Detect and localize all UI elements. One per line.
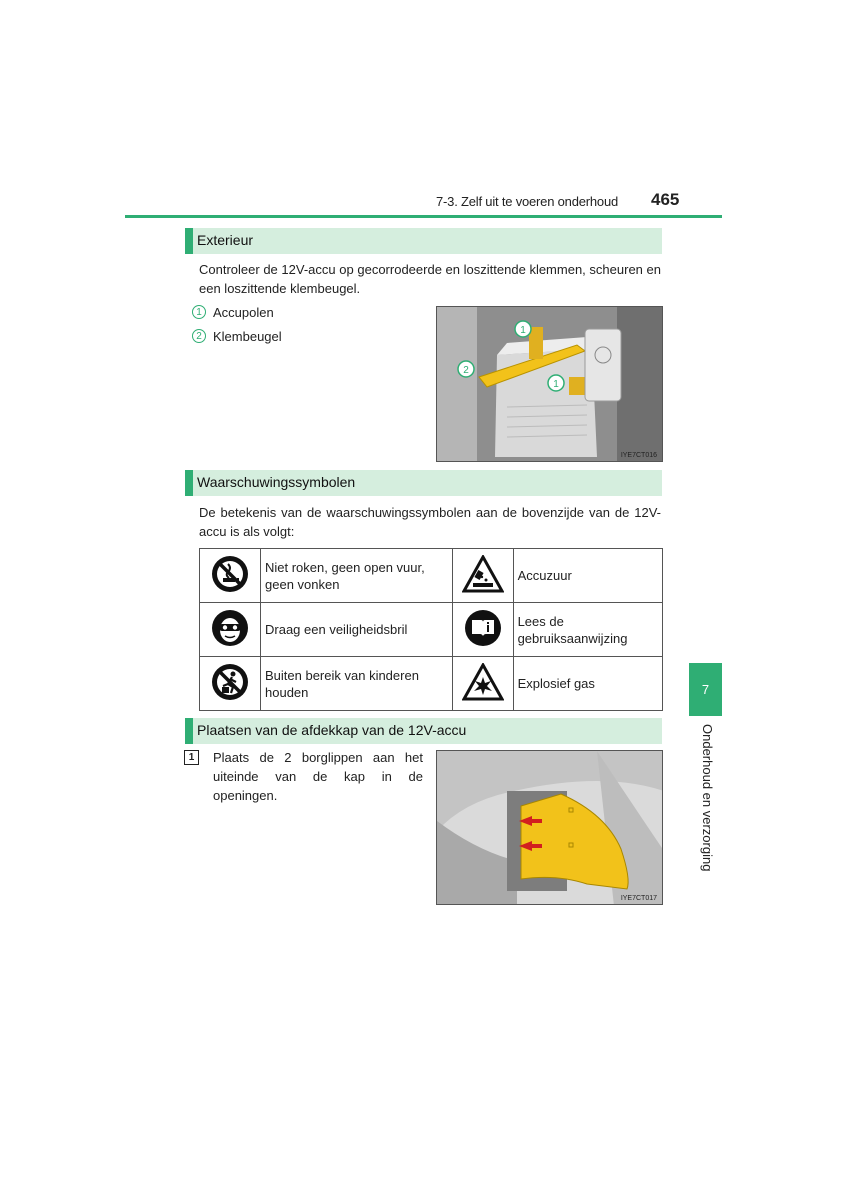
section-heading-text: Waarschuwingssymbolen [197, 474, 356, 490]
table-cell: Accuzuur [513, 549, 662, 603]
warning-paragraph: De betekenis van de waarschuwingssymbolen aan de bovenzijde van de 12V-accu is als volgt: [199, 505, 661, 539]
svg-text:1: 1 [520, 325, 526, 336]
step-text: Plaats de 2 borglippen aan het uiteinde van de kap in de openingen. [213, 750, 423, 803]
number-circle: 1 [192, 305, 206, 319]
list-item-1 [192, 303, 274, 321]
section-accent-bar [185, 718, 193, 744]
section-heading-cover [185, 718, 662, 744]
svg-text:2: 2 [463, 365, 469, 376]
chapter-side-label: Onderhoud en verzorging [700, 724, 715, 872]
list-item-label: Klembeugel [213, 328, 282, 344]
safety-goggles-icon [200, 603, 261, 657]
chapter-tab[interactable]: 7 [689, 663, 722, 716]
keep-away-children-icon [200, 657, 261, 711]
list-item-label: Accupolen [213, 304, 274, 320]
list-item-2 [192, 327, 282, 345]
table-cell: Explosief gas [513, 657, 662, 711]
header-rule [125, 215, 722, 218]
section-accent-bar [185, 228, 193, 254]
image-code: IYE7CT016 [620, 452, 657, 459]
step-number: 1 [184, 750, 199, 765]
battery-photo [436, 306, 663, 462]
svg-text:1: 1 [553, 379, 559, 390]
section-heading-text: Plaatsen van de afdekkap van de 12V-accu [197, 722, 467, 738]
table-row [200, 549, 663, 603]
explosive-gas-icon [452, 657, 513, 711]
section-heading-text: Exterieur [197, 232, 254, 248]
no-smoking-icon [200, 549, 261, 603]
table-row [200, 657, 663, 711]
table-cell: Lees de gebruiksaanwijzing [513, 603, 662, 657]
exterior-paragraph: Controleer de 12V-accu op gecorrodeerde en loszittende klemmen, scheuren en een loszittende klembeugel. [199, 262, 661, 296]
table-cell: Draag een veiligheidsbril [261, 603, 453, 657]
running-header-title: 7-3. Zelf uit te voeren onderhoud [436, 194, 619, 209]
cover-photo [436, 750, 663, 905]
section-heading-exterior [185, 228, 662, 254]
acid-warning-icon [452, 549, 513, 603]
number-circle: 2 [192, 329, 206, 343]
warning-symbols-table [199, 548, 663, 711]
table-cell: Buiten bereik van kinderen houden [261, 657, 453, 711]
table-cell: Niet roken, geen open vuur, geen vonken [261, 549, 453, 603]
page-number: 465 [651, 190, 680, 209]
image-code: IYE7CT017 [620, 895, 657, 902]
manual-book-icon [452, 603, 513, 657]
section-heading-warning [185, 470, 662, 496]
section-accent-bar [185, 470, 193, 496]
table-row [200, 603, 663, 657]
